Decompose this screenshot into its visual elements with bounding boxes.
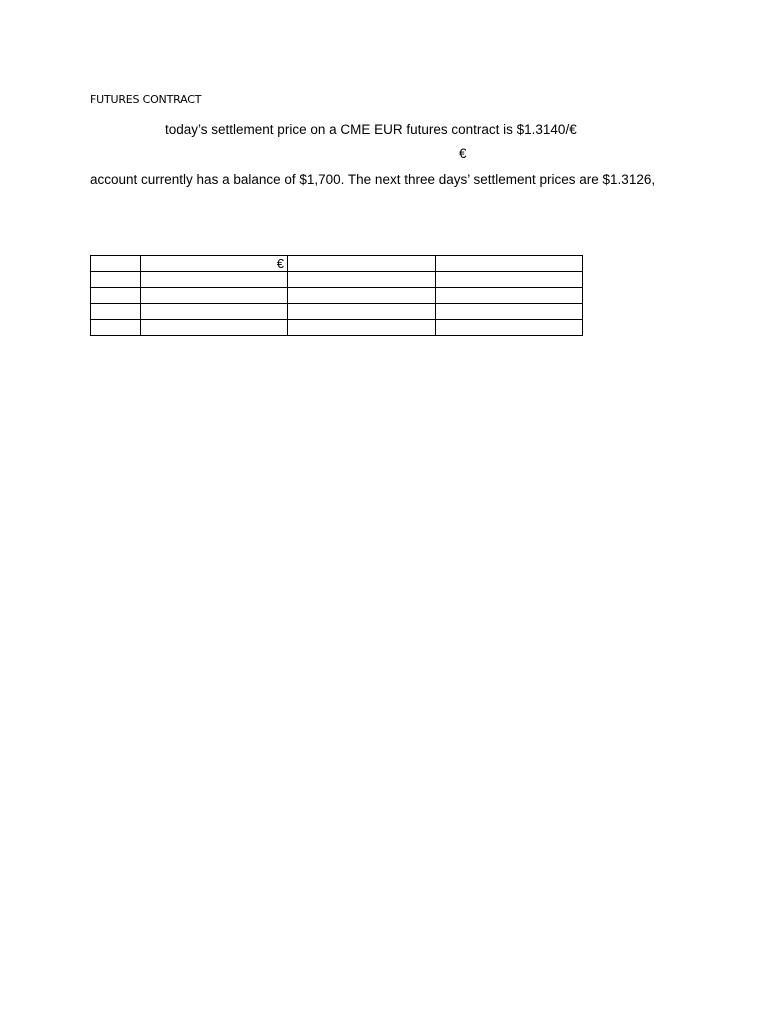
table-cell [141, 320, 288, 336]
settlement-table [90, 255, 583, 336]
table-row [91, 256, 583, 272]
table-row [91, 288, 583, 304]
table-cell [436, 320, 583, 336]
table-cell [436, 272, 583, 288]
table-cell [288, 272, 436, 288]
table-cell [288, 256, 436, 272]
table-cell [288, 304, 436, 320]
table-cell [91, 272, 141, 288]
table-cell [288, 288, 436, 304]
table-cell [436, 288, 583, 304]
table-row [91, 272, 583, 288]
table-cell: € [141, 256, 288, 272]
document-heading: FUTURES CONTRACT [90, 93, 202, 106]
table-cell [436, 304, 583, 320]
table-cell [91, 320, 141, 336]
table-row [91, 320, 583, 336]
table-cell [141, 272, 288, 288]
table-cell [141, 288, 288, 304]
table-cell [91, 288, 141, 304]
table-cell [91, 304, 141, 320]
table-cell [141, 304, 288, 320]
table-cell [288, 320, 436, 336]
table-row [91, 304, 583, 320]
paragraph-line-settlement-price: today’s settlement price on a CME EUR futures contract is $1.3140/€ [165, 122, 577, 137]
paragraph-line-account-balance: account currently has a balance of $1,700. The next three days’ settlement prices are $1.3126, [90, 172, 656, 187]
paragraph-line-euro-symbol: € [459, 146, 467, 161]
table-cell [91, 256, 141, 272]
table-cell [436, 256, 583, 272]
